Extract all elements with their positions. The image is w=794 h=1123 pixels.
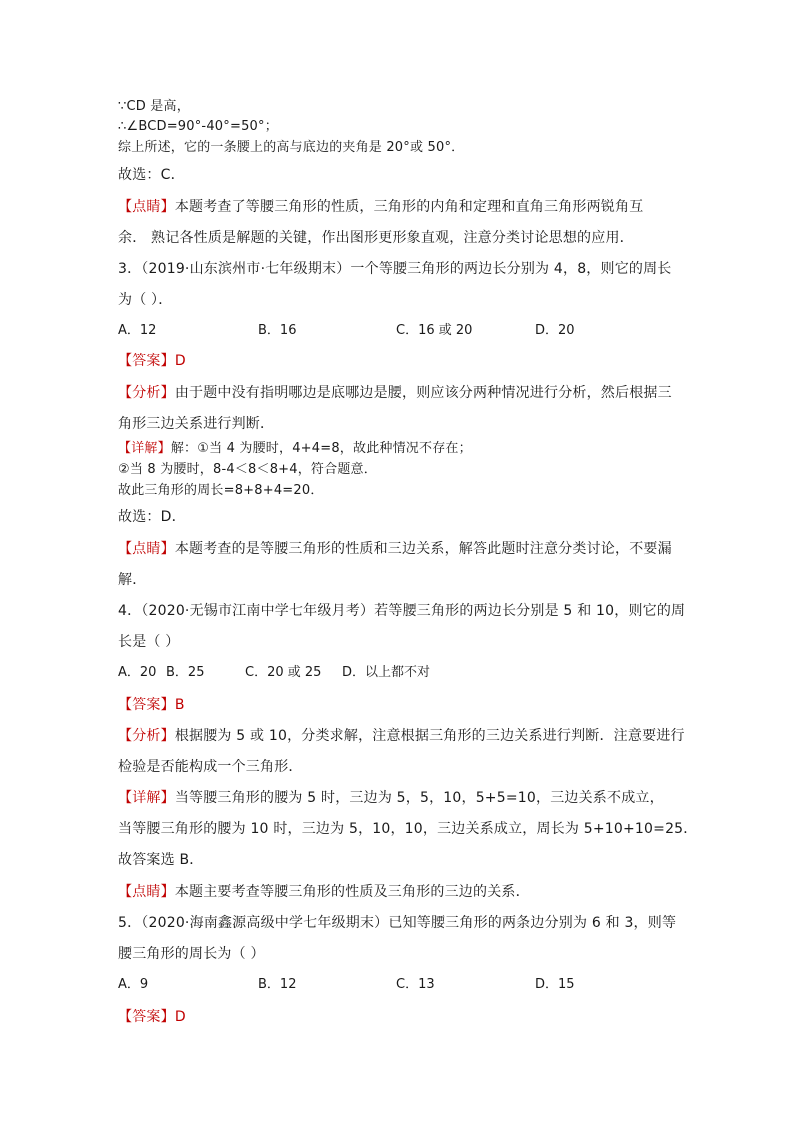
q4-comment-line-1 [118,882,530,902]
prev-solution-conclusion: 综上所述，它的一条腰上的高与底边的夹角是 20°或 50°． [118,140,465,155]
q4-option-b: B．25 [166,665,205,680]
q3-option-c: C．16 或 20 [396,323,473,338]
q4-option-d: D．以上都不对 [342,665,431,680]
answer-label: 【答案】 [118,1009,175,1025]
answer-label: 【答案】 [118,697,175,713]
q3-analysis-line-2: 角形三边关系进行判断． [118,416,275,432]
answer-value: D [174,353,186,369]
q3-option-b: B．16 [258,323,297,338]
q3-stem-line-1: 3．（2019·山东滨州市·七年级期末）一个等腰三角形的两边长分别为 4，8，则它的周长 [118,261,672,277]
q4-detail-line-1 [118,788,664,808]
q4-option-a: A．20 [118,665,157,680]
answer-label: 【答案】 [118,353,175,369]
q4-analysis-line-2: 检验是否能构成一个三角形． [118,759,303,775]
q4-stem-line-2: 长是（ ） [118,634,180,650]
answer-value: D [174,1009,186,1025]
q4-choice: 故答案选 B． [118,852,204,868]
prev-solution-choice: 故选：C． [118,167,185,183]
q3-comment-line-2: 解． [118,572,147,588]
analysis-label: 【分析】 [118,728,175,744]
q5-answer [118,1007,186,1027]
comment-text: 本题考查的是等腰三角形的性质和三边关系，解答此题时注意分类讨论，不要漏 [174,541,672,557]
q4-detail-line-2: 当等腰三角形的腰为 10 时，三边为 5，10，10，三边关系成立，周长为 5+10+10=25． [118,821,698,837]
q5-stem-line-1: 5．（2020·海南鑫源高级中学七年级期末）已知等腰三角形的两条边分别为 6 和 3，则等 [118,915,677,931]
prev-solution-line-2: ∴∠BCD=90°-40°=50°； [118,119,278,134]
q4-stem-line-1: 4．（2020·无锡市江南中学七年级月考）若等腰三角形的两边长分别是 5 和 10，则它的周 [118,603,686,619]
comment-text: 本题主要考查等腰三角形的性质及三角形的三边的关系． [174,884,530,900]
q3-comment-line-1 [118,539,672,559]
detail-label: 【详解】 [118,441,171,456]
q3-answer [118,351,186,371]
q3-detail-line-2: ②当 8 为腰时，8-4＜8＜8+4，符合题意． [118,462,377,477]
prev-comment-line-1 [118,197,643,217]
analysis-text: 根据腰为 5 或 10，分类求解，注意根据三角形的三边关系进行判断．注意要进行 [174,728,685,744]
q3-analysis-line-1 [118,383,672,403]
q3-detail-line-1 [118,439,472,459]
comment-label: 【点睛】 [118,541,175,557]
detail-text: 解：①当 4 为腰时，4+4=8，故此种情况不存在； [170,441,472,456]
detail-label: 【详解】 [118,790,175,806]
q5-option-b: B．12 [258,977,297,992]
prev-comment-line-2: 余． 熟记各性质是解题的关键，作出图形更形象直观，注意分类讨论思想的应用． [118,230,634,246]
comment-label: 【点睛】 [118,884,175,900]
q4-option-c: C．20 或 25 [245,665,322,680]
q5-option-c: C．13 [396,977,435,992]
q3-option-a: A．12 [118,323,157,338]
q5-option-d: D．15 [535,977,575,992]
detail-text: 当等腰三角形的腰为 5 时，三边为 5，5，10，5+5=10，三边关系不成立， [174,790,664,806]
q3-stem-line-2: 为（ ）． [118,292,173,308]
answer-value: B [174,697,185,713]
analysis-label: 【分析】 [118,385,175,401]
q4-analysis-line-1 [118,726,685,746]
comment-text: 本题考查了等腰三角形的性质，三角形的内角和定理和直角三角形两锐角互 [174,199,644,215]
analysis-text: 由于题中没有指明哪边是底哪边是腰，则应该分两种情况进行分析，然后根据三 [174,385,672,401]
q3-choice: 故选：D． [118,509,186,525]
comment-label: 【点睛】 [118,199,175,215]
prev-solution-line-1: ∵CD 是高， [118,99,190,114]
q5-option-a: A．9 [118,977,149,992]
q3-detail-line-3: 故此三角形的周长=8+8+4=20． [118,483,324,498]
q5-stem-line-2: 腰三角形的周长为（ ） [118,946,265,962]
q3-option-d: D．20 [535,323,575,338]
q4-answer [118,695,185,715]
